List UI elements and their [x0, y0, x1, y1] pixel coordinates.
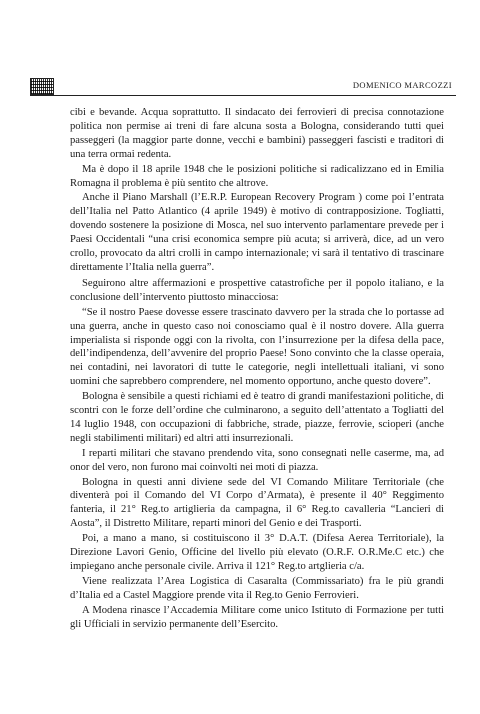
running-header-author: DOMENICO MARCOZZI — [352, 80, 452, 90]
quote-paragraph: “Se il nostro Paese dovesse essere trascinato davvero per la strada che lo portasse ad una guerra, anche in questo caso noi conosciamo qual è il nostro dovere. Alla guerra imperialista si risponde oggi con la rivolta, con l’insurrezione per la difesa della pace, dell’indipendenza, dell’avvenire del proprio Paese! Sono convinto che la classe operaia, nei contadini, nei lavoratori di tutte le categorie, negli intellettuali italiani, vi sono uomini che saprebbero comprendere, nel momento opportuno, anche questo dovere”. — [70, 306, 444, 388]
decorative-ornament-icon — [30, 78, 54, 95]
paragraph: Poi, a mano a mano, si costituiscono il 3° D.A.T. (Difesa Aerea Territoriale), la Direzione Lavori Genio, Officine del livello più elevato (O.R.F. O.R.Me.C etc.) che impiegano anche personale civile. Arriva il 121° Reg.to artglieria c/a. — [70, 533, 444, 572]
header-rule — [30, 95, 456, 96]
paragraph: Bologna è sensibile a questi richiami ed è teatro di grandi manifestazioni politiche, di scontri con le forze dell’ordine che culminarono, a seguito dell’attentato a Togliatti del 14 luglio 1948, con occupazioni di fabbriche, strade, piazze, ferrovie, scioperi (anche negli stabilimenti militari) ed altri atti insurrezionali. — [70, 391, 444, 444]
paragraph: Seguirono altre affermazioni e prospettive catastrofiche per il popolo italiano, e la conclusione dell’intervento piuttosto minacciosa: — [70, 277, 444, 303]
paragraph: Bologna in questi anni diviene sede del VI Comando Militare Territoriale (che diventerà poi il Comando del VI Corpo d’Armata), è presente il 40° Reggimento fanteria, il 21° Reg.to artiglieria da campagna, il 6° Reg.to cavalleria “Lancieri di Aosta”, il Distretto Militare, reparti minori del Genio e dei Trasporti. — [70, 476, 444, 530]
paragraph: Anche il Piano Marshall (l’E.R.P. European Recovery Program ) come poi l’entrata dell’Italia nel Patto Atlantico (4 aprile 1949) è motivo di contrapposizione. Togliatti, dovendo sostenere la posizione di Mosca, nel suo intervento parlamentare prevede per i Paesi Occidentali “una crisi economica sempre più acuta; si arriverà, dice, ad un vero crollo, provocato da altri crolli in campo internazionale; vi sarà il tentativo di trascinare direttamente l’Italia nella guerra”. — [70, 192, 444, 273]
paragraph: A Modena rinasce l’Accademia Militare come unico Istituto di Formazione per tutti gli Ufficiali in servizio permanente dell’Esercito. — [70, 604, 444, 630]
paragraph: I reparti militari che stavano prendendo vita, sono consegnati nelle caserme, ma, ad onor del vero, non furono mai coinvolti nei moti di piazza. — [70, 447, 444, 473]
paragraph: cibi e bevande. Acqua soprattutto. Il sindacato dei ferrovieri di precisa connotazione politica non permise ai treni di fare alcuna sosta a Bologna, considerando tutti quei passeggeri (la maggior parte donne, vecchi e bambini) passeggeri fascisti e traditori di una terra ormai redenta. — [70, 107, 444, 160]
body-text — [70, 106, 444, 633]
paragraph: Ma è dopo il 18 aprile 1948 che le posizioni politiche si radicalizzano ed in Emilia Romagna il problema è più sentito che altrove. — [70, 163, 444, 189]
page-header — [30, 78, 456, 96]
paragraph: Viene realizzata l’Area Logistica di Casaralta (Commissariato) fra le più grandi d’Italia ed a Castel Maggiore prende vita il Reg.to Genio Ferrovieri. — [70, 575, 444, 601]
